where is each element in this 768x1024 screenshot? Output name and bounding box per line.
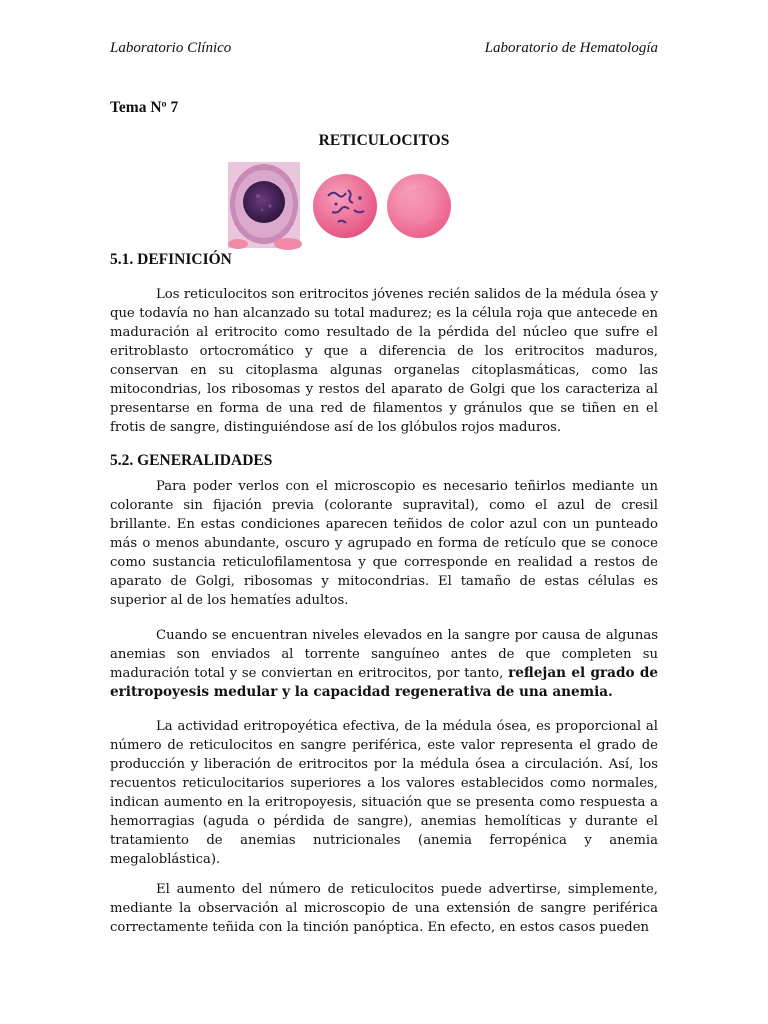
paragraph-text: Cuando se encuentran niveles elevados en la sangre por causa de algunas anemias son enviados al torrente sanguíneo antes de que completen su maduración total y se conviertan en eritrocitos, por tanto, [110,628,658,681]
definition-paragraph: Los reticulocitos son eritrocitos jóvenes recién salidos de la médula ósea y que todavía no han alcanzado su total madurez; es la célula roja que antecede en maduración al eritrocito como resultado de la pérdida del núcleo que sufre el eritroblasto ortocromático y que a diferencia de los eritrocitos maduros, conservan en su citoplasma algunas organelas citoplasmáticas, como las mitocondrias, los ribosomas y restos del aparato de Golgi que los caracteriza al presentarse en forma de una red de filamentos y gránulos que se tiñen en el frotis de sangre, distinguiéndose así de los glóbulos rojos maduros. [110,287,658,435]
header-right: Laboratorio de Hematología [484,40,658,56]
generalities-paragraph-3: La actividad eritropoyética efectiva, de la médula ósea, es proporcional al número de reticulocitos en sangre periférica, este valor representa el grado de producción y liberación de eritrocitos por la médula ósea a circulación. Así, los recuentos reticulocitarios superiores a los valores establecidos como normales, indican aumento en la eritropoyesis, situación que se presenta como respuesta a hemorragias (aguda o pérdida de sangre), anemias hemolíticas y durante el tratamiento de anemias nutricionales (anemia ferropénica y anemia megaloblástica). [110,719,658,867]
section-heading-generalidades: 5.2. GENERALIDADES [110,452,273,469]
erythroblast-cell-icon [228,162,302,250]
header-left: Laboratorio Clínico [110,40,232,56]
reticulocyte-cell-icon [313,174,377,238]
page-header [110,40,658,57]
generalities-paragraph-2 [110,626,658,702]
mature-erythrocyte-icon [387,174,451,238]
emphasized-text: reflejan el grado de eritropoyesis medular y la capacidad regenerativa de una anemia. [110,665,658,700]
page-title: RETICULOCITOS [318,132,450,149]
section-heading-definicion: 5.1. DEFINICIÓN [110,251,232,268]
cells-figure [228,160,458,250]
generalities-paragraph-1: Para poder verlos con el microscopio es necesario teñirlos mediante un colorante sin fijación previa (colorante supravital), como el azul de cresil brillante. En estas condiciones aparecen teñidos de color azul con un punteado más o menos abundante, oscuro y agrupado en forma de retículo que se conoce como sustancia reticulofilamentosa y que corresponde en realidad a restos de aparato de Golgi, ribosomas y mitocondrias. El tamaño de estas células es superior al de los hematíes adultos. [110,479,658,608]
topic-number: Tema Nº 7 [110,99,179,116]
cells-illustration [228,160,458,250]
generalities-paragraph-4: El aumento del número de reticulocitos puede advertirse, simplemente, mediante la observación al microscopio de una extensión de sangre periférica correctamente teñida con la tinción panóptica. En efecto, en estos casos pueden [110,882,658,935]
